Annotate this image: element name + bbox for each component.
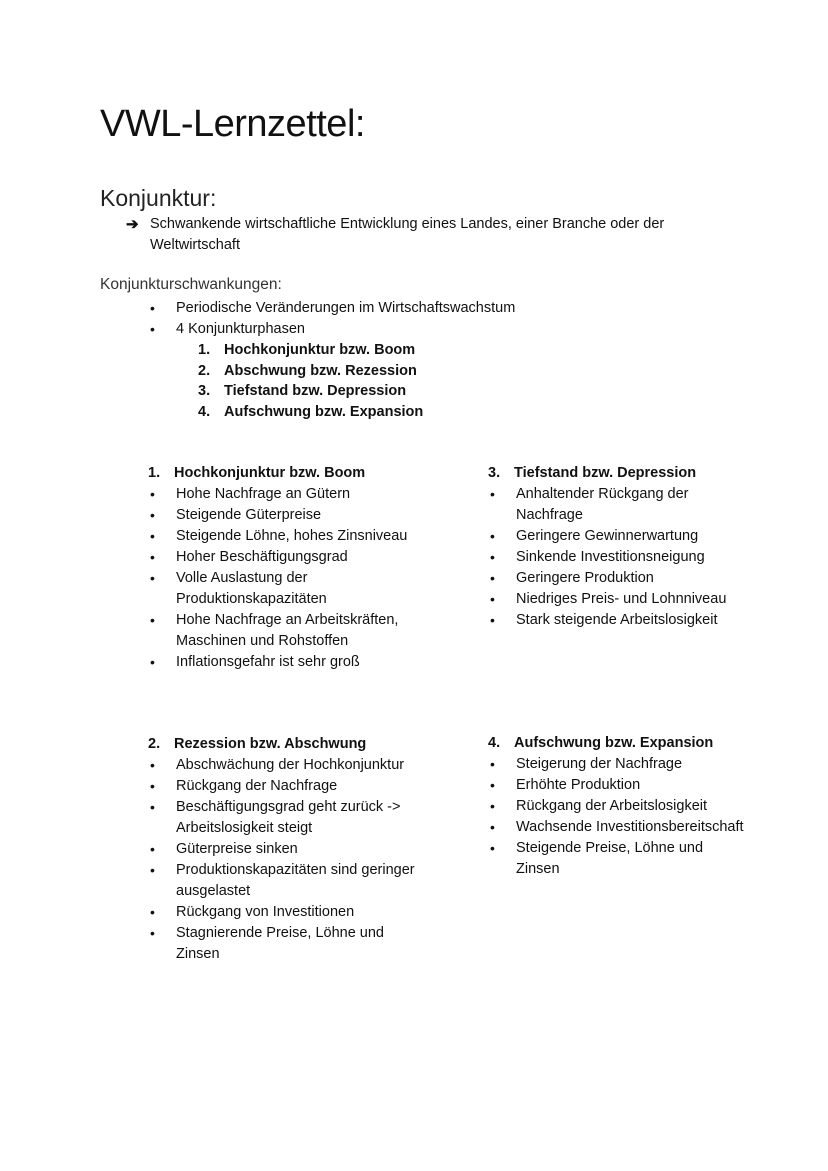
list-item: • Inflationsgefahr ist sehr groß xyxy=(148,652,418,673)
list-item: • Hohe Nachfrage an Gütern xyxy=(148,484,418,505)
bullet-icon: • xyxy=(490,798,495,814)
definition xyxy=(126,214,726,256)
list-item: • Volle Auslastung der Produktionskapazitäten xyxy=(148,568,418,610)
bullet-icon: • xyxy=(150,778,155,794)
list-item: • Steigerung der Nachfrage xyxy=(488,754,748,775)
bullet-icon: • xyxy=(150,612,155,628)
list-item: • Geringere Gewinnerwartung xyxy=(488,526,748,547)
phase-block-heading: 3. Tiefstand bzw. Depression xyxy=(488,465,697,481)
list-item: • Erhöhte Produktion xyxy=(488,775,748,796)
list-item: • Steigende Güterpreise xyxy=(148,505,418,526)
list-item: • 4 Konjunkturphasen xyxy=(148,319,708,340)
bullet-icon: • xyxy=(150,549,155,565)
bullet-icon: • xyxy=(150,300,155,316)
phase-item: 2. Abschwung bzw. Rezession xyxy=(198,362,417,379)
list-item: • Rückgang der Arbeitslosigkeit xyxy=(488,796,748,817)
phase-item: 3. Tiefstand bzw. Depression xyxy=(198,383,407,399)
phase-block-depression xyxy=(488,463,748,631)
list-item: • Anhaltender Rückgang der Nachfrage xyxy=(488,484,748,526)
phase-item: 1. Hochkonjunktur bzw. Boom xyxy=(198,342,416,358)
bullet-icon: • xyxy=(150,528,155,544)
bullet-icon: • xyxy=(490,486,495,502)
bullet-icon: • xyxy=(150,507,155,523)
bullet-icon: • xyxy=(150,486,155,502)
bullet-icon: • xyxy=(150,799,155,815)
list-item: • Produktionskapazitäten sind geringer ausgelastet xyxy=(148,860,418,902)
bullet-icon: • xyxy=(490,819,495,835)
list-item: • Stagnierende Preise, Löhne und Zinsen xyxy=(148,923,418,965)
list-item: • Rückgang von Investitionen xyxy=(148,902,418,923)
phase-item: 4. Aufschwung bzw. Expansion xyxy=(198,403,424,420)
phase-list xyxy=(198,340,708,422)
bullet-icon: • xyxy=(150,654,155,670)
list-item: • Steigende Preise, Löhne und Zinsen xyxy=(488,838,748,880)
bullet-icon: • xyxy=(150,570,155,586)
definition-text: Schwankende wirtschaftliche Entwicklung eines Landes, einer Branche oder der Weltwirtschaft xyxy=(150,216,665,253)
phase-block-expansion xyxy=(488,733,748,880)
list-item: • Stark steigende Arbeitslosigkeit xyxy=(488,610,748,631)
bullet-icon: • xyxy=(150,925,155,941)
bullet-icon: • xyxy=(490,591,495,607)
list-item: • Rückgang der Nachfrage xyxy=(148,776,418,797)
list-item: • Hohe Nachfrage an Arbeitskräften, Maschinen und Rohstoffen xyxy=(148,610,418,652)
bullet-icon: • xyxy=(150,841,155,857)
page-title: VWL-Lernzettel: xyxy=(100,103,365,145)
arrow-right-icon: ➔ xyxy=(126,216,139,233)
bullet-icon: • xyxy=(490,549,495,565)
list-item: • Beschäftigungsgrad geht zurück -> Arbeitslosigkeit steigt xyxy=(148,797,418,839)
phase-block-rezession xyxy=(148,734,418,965)
bullet-icon: • xyxy=(490,756,495,772)
bullet-icon: • xyxy=(490,570,495,586)
bullet-icon: • xyxy=(150,904,155,920)
bullet-icon: • xyxy=(490,777,495,793)
phase-block-boom xyxy=(148,463,418,673)
list-item: • Hoher Beschäftigungsgrad xyxy=(148,547,418,568)
list-item: • Sinkende Investitionsneigung xyxy=(488,547,748,568)
list-item: • Geringere Produktion xyxy=(488,568,748,589)
list-item: • Wachsende Investitionsbereitschaft xyxy=(488,817,748,838)
section-heading-konjunktur: Konjunktur: xyxy=(100,185,217,211)
bullet-icon: • xyxy=(490,612,495,628)
list-item: • Steigende Löhne, hohes Zinsniveau xyxy=(148,526,418,547)
bullet-icon: • xyxy=(150,862,155,878)
bullet-icon: • xyxy=(150,321,155,337)
subsection-heading: Konjunkturschwankungen: xyxy=(100,276,282,293)
bullet-icon: • xyxy=(490,528,495,544)
list-item: • Periodische Veränderungen im Wirtschaftswachstum xyxy=(148,298,708,319)
bullet-icon: • xyxy=(490,840,495,856)
list-item: • Güterpreise sinken xyxy=(148,839,418,860)
overview-list xyxy=(148,298,708,422)
phase-block-heading: 4. Aufschwung bzw. Expansion xyxy=(488,735,714,751)
list-item: • Niedriges Preis- und Lohnniveau xyxy=(488,589,748,610)
phase-block-heading: 2. Rezession bzw. Abschwung xyxy=(148,736,367,752)
list-item: • Abschwächung der Hochkonjunktur xyxy=(148,755,418,776)
phase-block-heading: 1. Hochkonjunktur bzw. Boom xyxy=(148,465,366,481)
bullet-icon: • xyxy=(150,757,155,773)
